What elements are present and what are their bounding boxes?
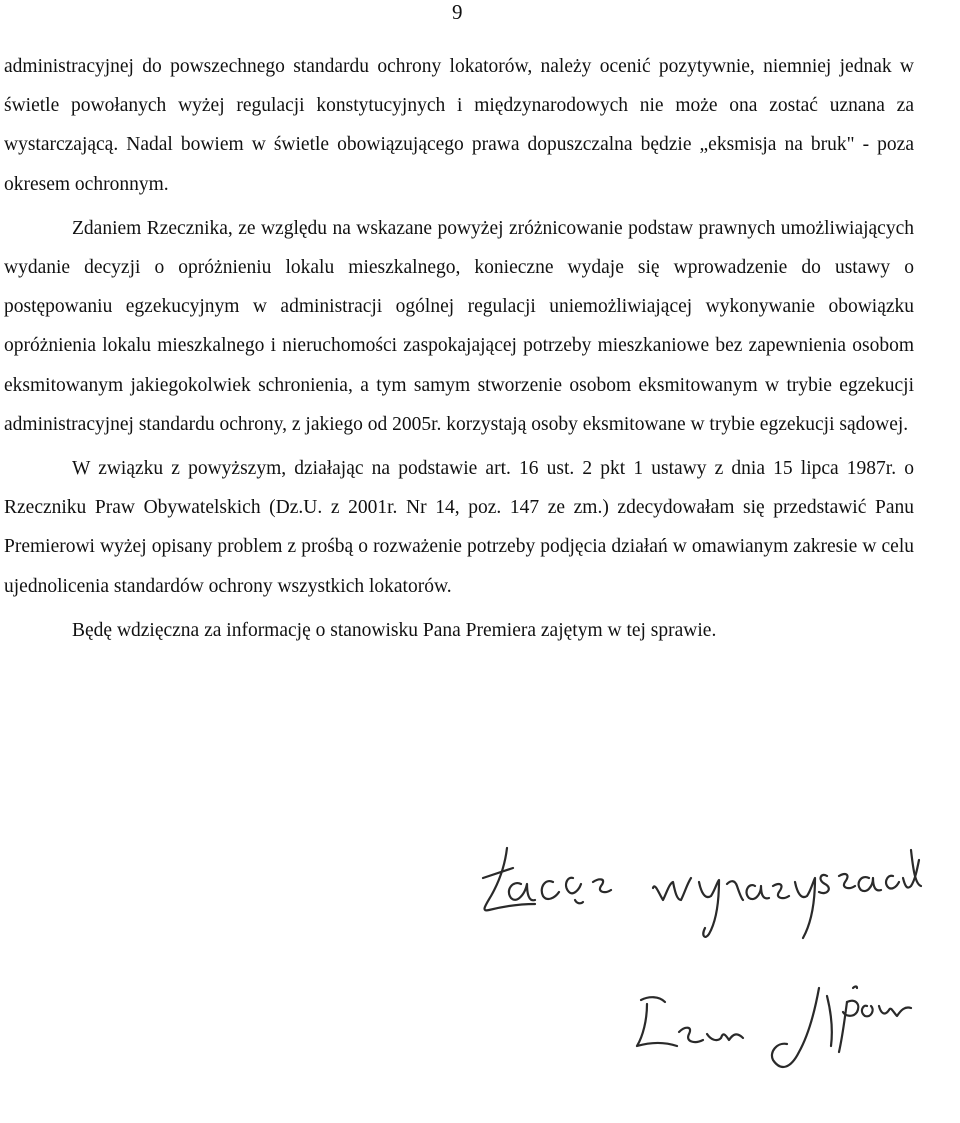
paragraph-ombudsman-opinion: Zdaniem Rzecznika, ze względu na wskazane powyżej zróżnicowanie podstaw prawnych umożliwiających wydanie decyzji o opróżnieniu lokalu mieszkalnego, konieczne wydaje się wprowadzenie do ustawy o postępowaniu egzekucyjnym w administracji ogólnej regulacji uniemożliwiającej wykonywanie obowiązku opróżnienia lokalu mieszkalnego i nieruchomości zaspokajającej potrzeby mieszkaniowe bez zapewnienia osobom eksmitowanym jakiegokolwiek schronienia, a tym samym stworzenie osobom eksmitowanym w trybie egzekucji administracyjnej standardu ochrony, z jakiego od 2005r. korzystają osoby eksmitowane w trybie egzekucji sądowej.: [4, 217, 914, 435]
handwritten-signature: [455, 820, 935, 1090]
page-number: 9: [452, 0, 463, 24]
paragraph-legal-basis: W związku z powyższym, działając na podstawie art. 16 ust. 2 pkt 1 ustawy z dnia 15 lipca 1987r. o Rzeczniku Praw Obywatelskich (Dz.U. z 2001r. Nr 14, poz. 147 ze zm.) zdecydowałam się przedstawić Panu Premierowi wyżej opisany problem z prośbą o rozważenie potrzeby podjęcia działań w omawianym zakresie w celu ujednolicenia standardów ochrony wszystkich lokatorów.: [4, 458, 914, 597]
signature-ink: [455, 820, 935, 1090]
paragraph-continuation: administracyjnej do powszechnego standardu ochrony lokatorów, należy ocenić pozytywnie, niemniej jednak w świetle powołanych wyżej regulacji konstytucyjnych i międzynarodowych nie może ona zostać uznana za wystarczającą. Nadal bowiem w świetle obowiązującego prawa dopuszczalna będzie „eksmisja na bruk" - poza okresem ochronnym.: [4, 56, 914, 195]
letter-body: [4, 47, 914, 655]
paragraph-closing-request: Będę wdzięczna za informację o stanowisku Pana Premiera zajętym w tej sprawie.: [72, 619, 717, 641]
